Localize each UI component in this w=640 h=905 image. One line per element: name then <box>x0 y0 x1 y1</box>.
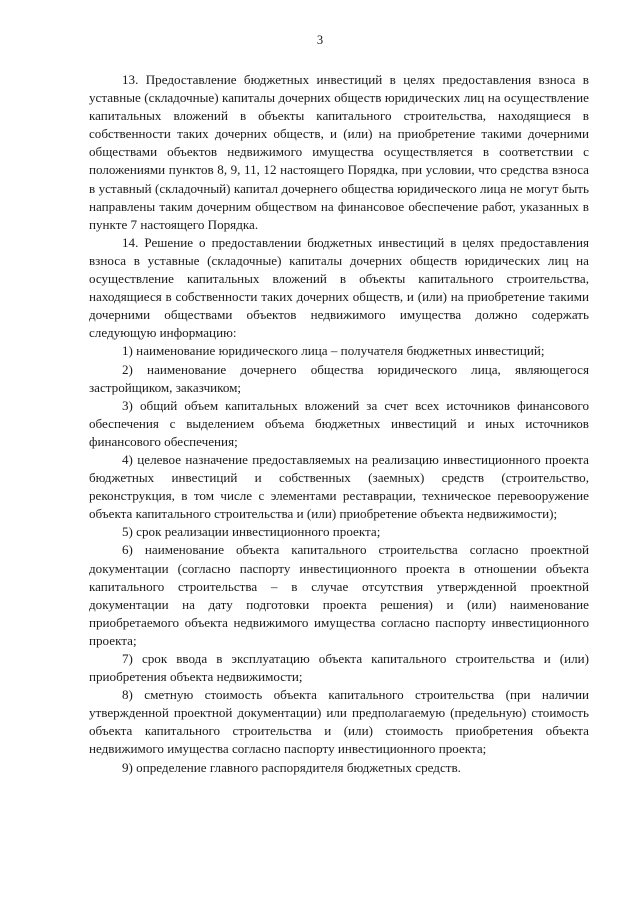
list-item-1: 1) наименование юридического лица – получателя бюджетных инвестиций; <box>122 343 545 359</box>
list-item-2: 2) наименование дочернего общества юридического лица, являющегося застройщиком, заказчиком; <box>89 361 589 395</box>
list-item-6: 6) наименование объекта капитального строительства согласно проектной документации (согласно паспорту инвестиционного проекта в отношении объекта капитального строительства – в случае отсутствия утвержденной проектной документации на дату подготовки проекта решения) и (или) наименование приобретаемого объекта недвижимого имущества согласно паспорту инвестиционного проекта; <box>89 542 589 648</box>
paragraph-13: 13. Предоставление бюджетных инвестиций в целях предоставления взноса в уставные (складочные) капиталы дочерних обществ юридических лиц на осуществление капитальных вложений в объекты капитального строительства, находящиеся в собственности таких дочерних обществ, и (или) на приобретение такими дочерними обществами объектов недвижимого имущества осуществляется в соответствии с положениями пунктов 8, 9, 11, 12 настоящего Порядка, при условии, что средства взноса в уставный (складочный) капитал дочернего общества юридического лица не могут быть направлены таким дочерним обществом на финансовое обеспечение работ, указанных в пункте 7 настоящего Порядка. <box>89 72 589 232</box>
list-item-3: 3) общий объем капитальных вложений за счет всех источников финансового обеспечения с выделением объема бюджетных инвестиций и иных источников финансового обеспечения; <box>89 397 589 449</box>
paragraph-14: 14. Решение о предоставлении бюджетных инвестиций в целях предоставления взноса в уставные (складочные) капиталы дочерних обществ юридических лиц на осуществление капитальных вложений в объекты капитального строительства, находящиеся в собственности таких дочерних обществ, и (или) на приобретение такими дочерними обществами объектов недвижимого имущества должно содержать следующую информацию: <box>89 234 589 341</box>
list-item-5: 5) срок реализации инвестиционного проекта; <box>122 524 381 540</box>
list-item-9: 9) определение главного распорядителя бюджетных средств. <box>122 759 461 775</box>
list-item-8: 8) сметную стоимость объекта капитального строительства (при наличии утвержденной проектной документации) или предполагаемую (предельную) стоимость объекта капитального строительства и (или) стоимость приобретения объекта недвижимого имущества согласно паспорту инвестиционного проекта; <box>89 687 589 757</box>
page-number: 3 <box>316 33 324 47</box>
document-body <box>89 71 589 777</box>
list-item-4: 4) целевое назначение предоставляемых на реализацию инвестиционного проекта бюджетных инвестиций и собственных (заемных) средств (строительство, реконструкция, в том числе с элементами реставрации, техническое перевооружение объекта капитального строительства и (или) приобретение объекта недвижимости); <box>89 451 589 522</box>
list-item-7: 7) срок ввода в эксплуатацию объекта капитального строительства и (или) приобретения объекта недвижимости; <box>89 651 589 685</box>
